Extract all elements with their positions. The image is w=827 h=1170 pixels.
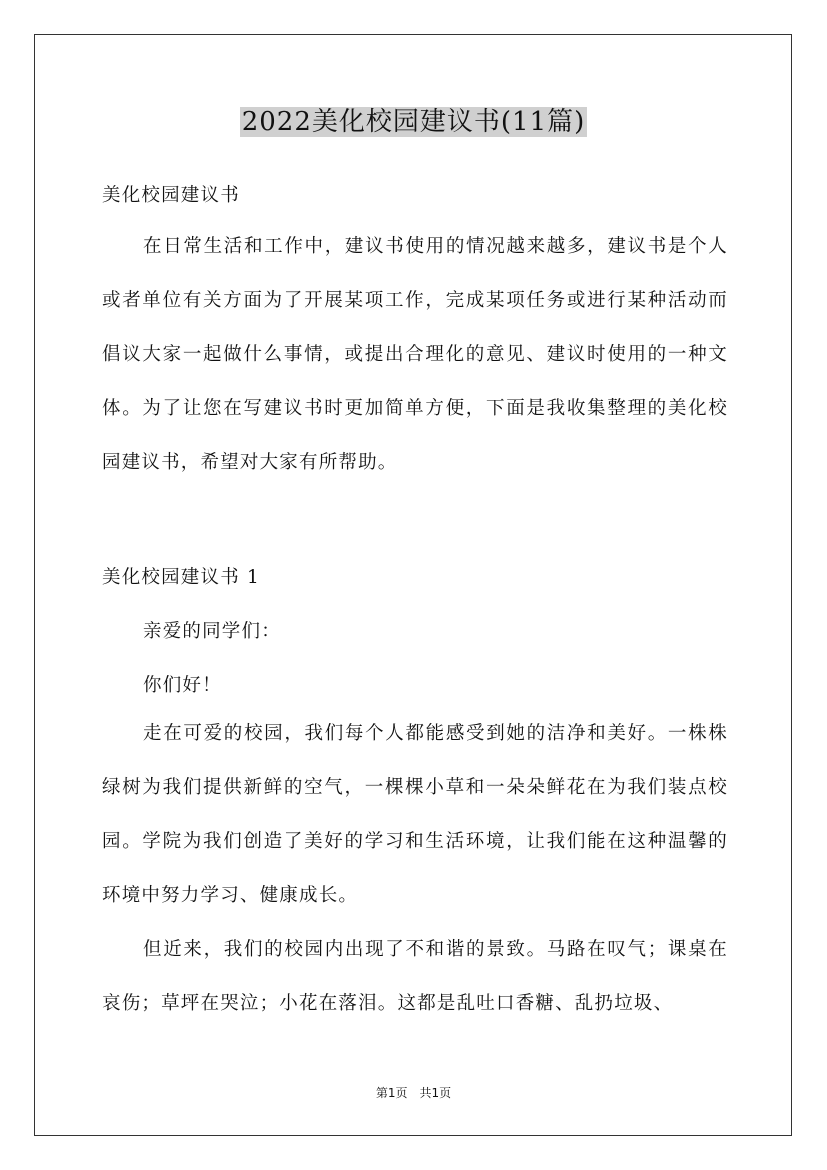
paragraph-1: 走在可爱的校园，我们每个人都能感受到她的洁净和美好。一株株绿树为我们提供新鲜的空气，一棵棵小草和一朵朵鲜花在为我们装点校园。学院为我们创造了美好的学习和生活环境，让我们能在这种温馨的环境中努力学习、健康成长。 [102,723,728,906]
document-title: 2022美化校园建议书(11篇) [241,107,586,137]
paragraph-2: 但近来，我们的校园内出现了不和谐的景致。马路在叹气；课桌在哀伤；草坪在哭泣；小花在落泪。这都是乱吐口香糖、乱扔垃圾、 [102,939,728,1014]
section-heading: 美化校园建议书 1 [102,567,260,588]
greeting: 你们好！ [143,675,222,696]
page-footer: 第1页 共1页 [375,1086,452,1100]
document-title-wrap [0,102,827,142]
salutation: 亲爱的同学们： [143,621,281,642]
subtitle: 美化校园建议书 [102,185,240,206]
intro-paragraph: 在日常生活和工作中，建议书使用的情况越来越多，建议书是个人或者单位有关方面为了开展某项工作，完成某项任务或进行某种活动而倡议大家一起做什么事情，或提出合理化的意见、建议时使用的一种文体。为了让您在写建议书时更加简单方便，下面是我收集整理的美化校园建议书，希望对大家有所帮助。 [102,236,728,473]
